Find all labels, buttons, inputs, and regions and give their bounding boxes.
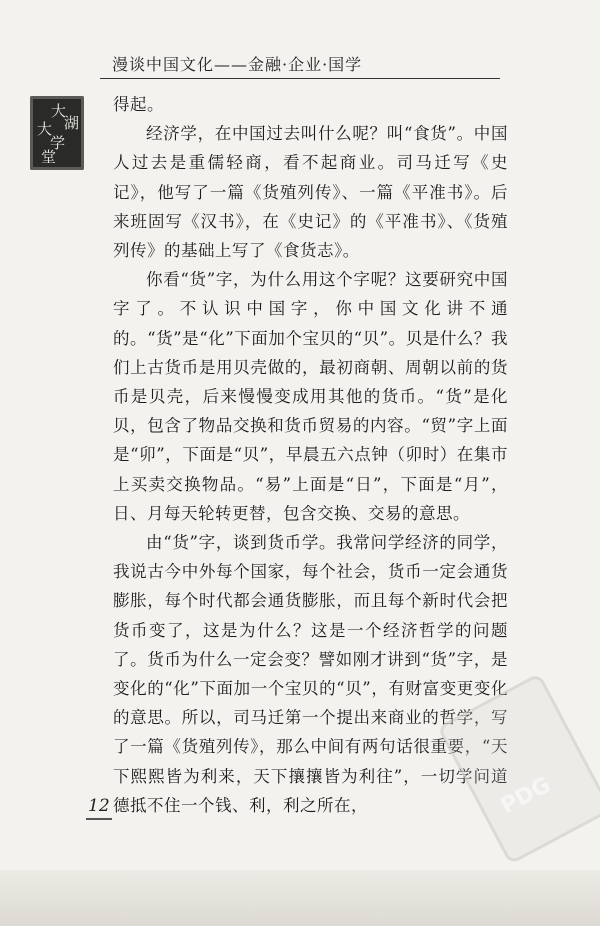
scan-bottom-edge <box>0 870 600 926</box>
paragraph: 得起。 <box>113 95 164 114</box>
header-rule <box>100 78 500 79</box>
page-number-rule <box>86 818 112 820</box>
page-number: 12 <box>88 796 110 816</box>
watermark-text: PDG <box>496 772 555 820</box>
watermark-stamp <box>437 673 600 865</box>
paragraph: 经济学，在中国过去叫什么呢？叫“食货”。中国人过去是重儒轻商，看不起商业。司马迁写《史记》，他写了一篇《货殖列传》、一篇《平准书》。后来班固写《汉书》，在《史记》的《平准书》、《货殖列传》的基础上写了《食货志》。 <box>113 124 508 261</box>
seal-char: 学 <box>50 134 66 152</box>
seal-char: 堂 <box>41 148 57 166</box>
paragraph: 由“货”字，谈到货币学。我常问学经济的同学，我说古今中外每个国家，每个社会，货币一定会通货膨胀，每个时代都会通货膨胀，而且每个新时代会把货币变了，这是为什么？这是一个经济哲学的问题了。货币为什么一定会变？譬如刚才讲到“货”字，是变化的“化”下面加一个宝贝的“贝”，有财富变更变化的意思。所以，司马迁第一个提出来商业的哲学，写了一篇《货殖列传》，那么中间有两句话很重要，“天下熙熙皆为利来，天下攘攘皆为利往”，一切学问道德抵不住一个钱、利，利之所在， <box>113 533 508 815</box>
seal-char: 湖 <box>64 114 80 132</box>
paragraph: 你看“货”字，为什么用这个字呢？这要研究中国字了。不认识中国字，你中国文化讲不通的。“货”是“化”下面加个宝贝的“贝”。贝是什么？我们上古货币是用贝壳做的，最初商朝、周朝以前的货币是贝壳，后来慢慢变成用其他的货币。“货”是化贝，包含了物品交换和货币贸易的内容。“贸”字上面是“卯”，下面是“贝”，早晨五六点钟（卯时）在集市上买卖交换物品。“易”上面是“日”，下面是“月”，日、月每天轮转更替，包含交换、交易的意思。 <box>113 270 508 523</box>
seal-char: 大 <box>37 120 53 138</box>
seal-stamp <box>30 96 84 170</box>
seal-char: 大 <box>51 102 67 120</box>
running-header: 漫谈中国文化——金融·企业·国学 <box>112 55 363 74</box>
